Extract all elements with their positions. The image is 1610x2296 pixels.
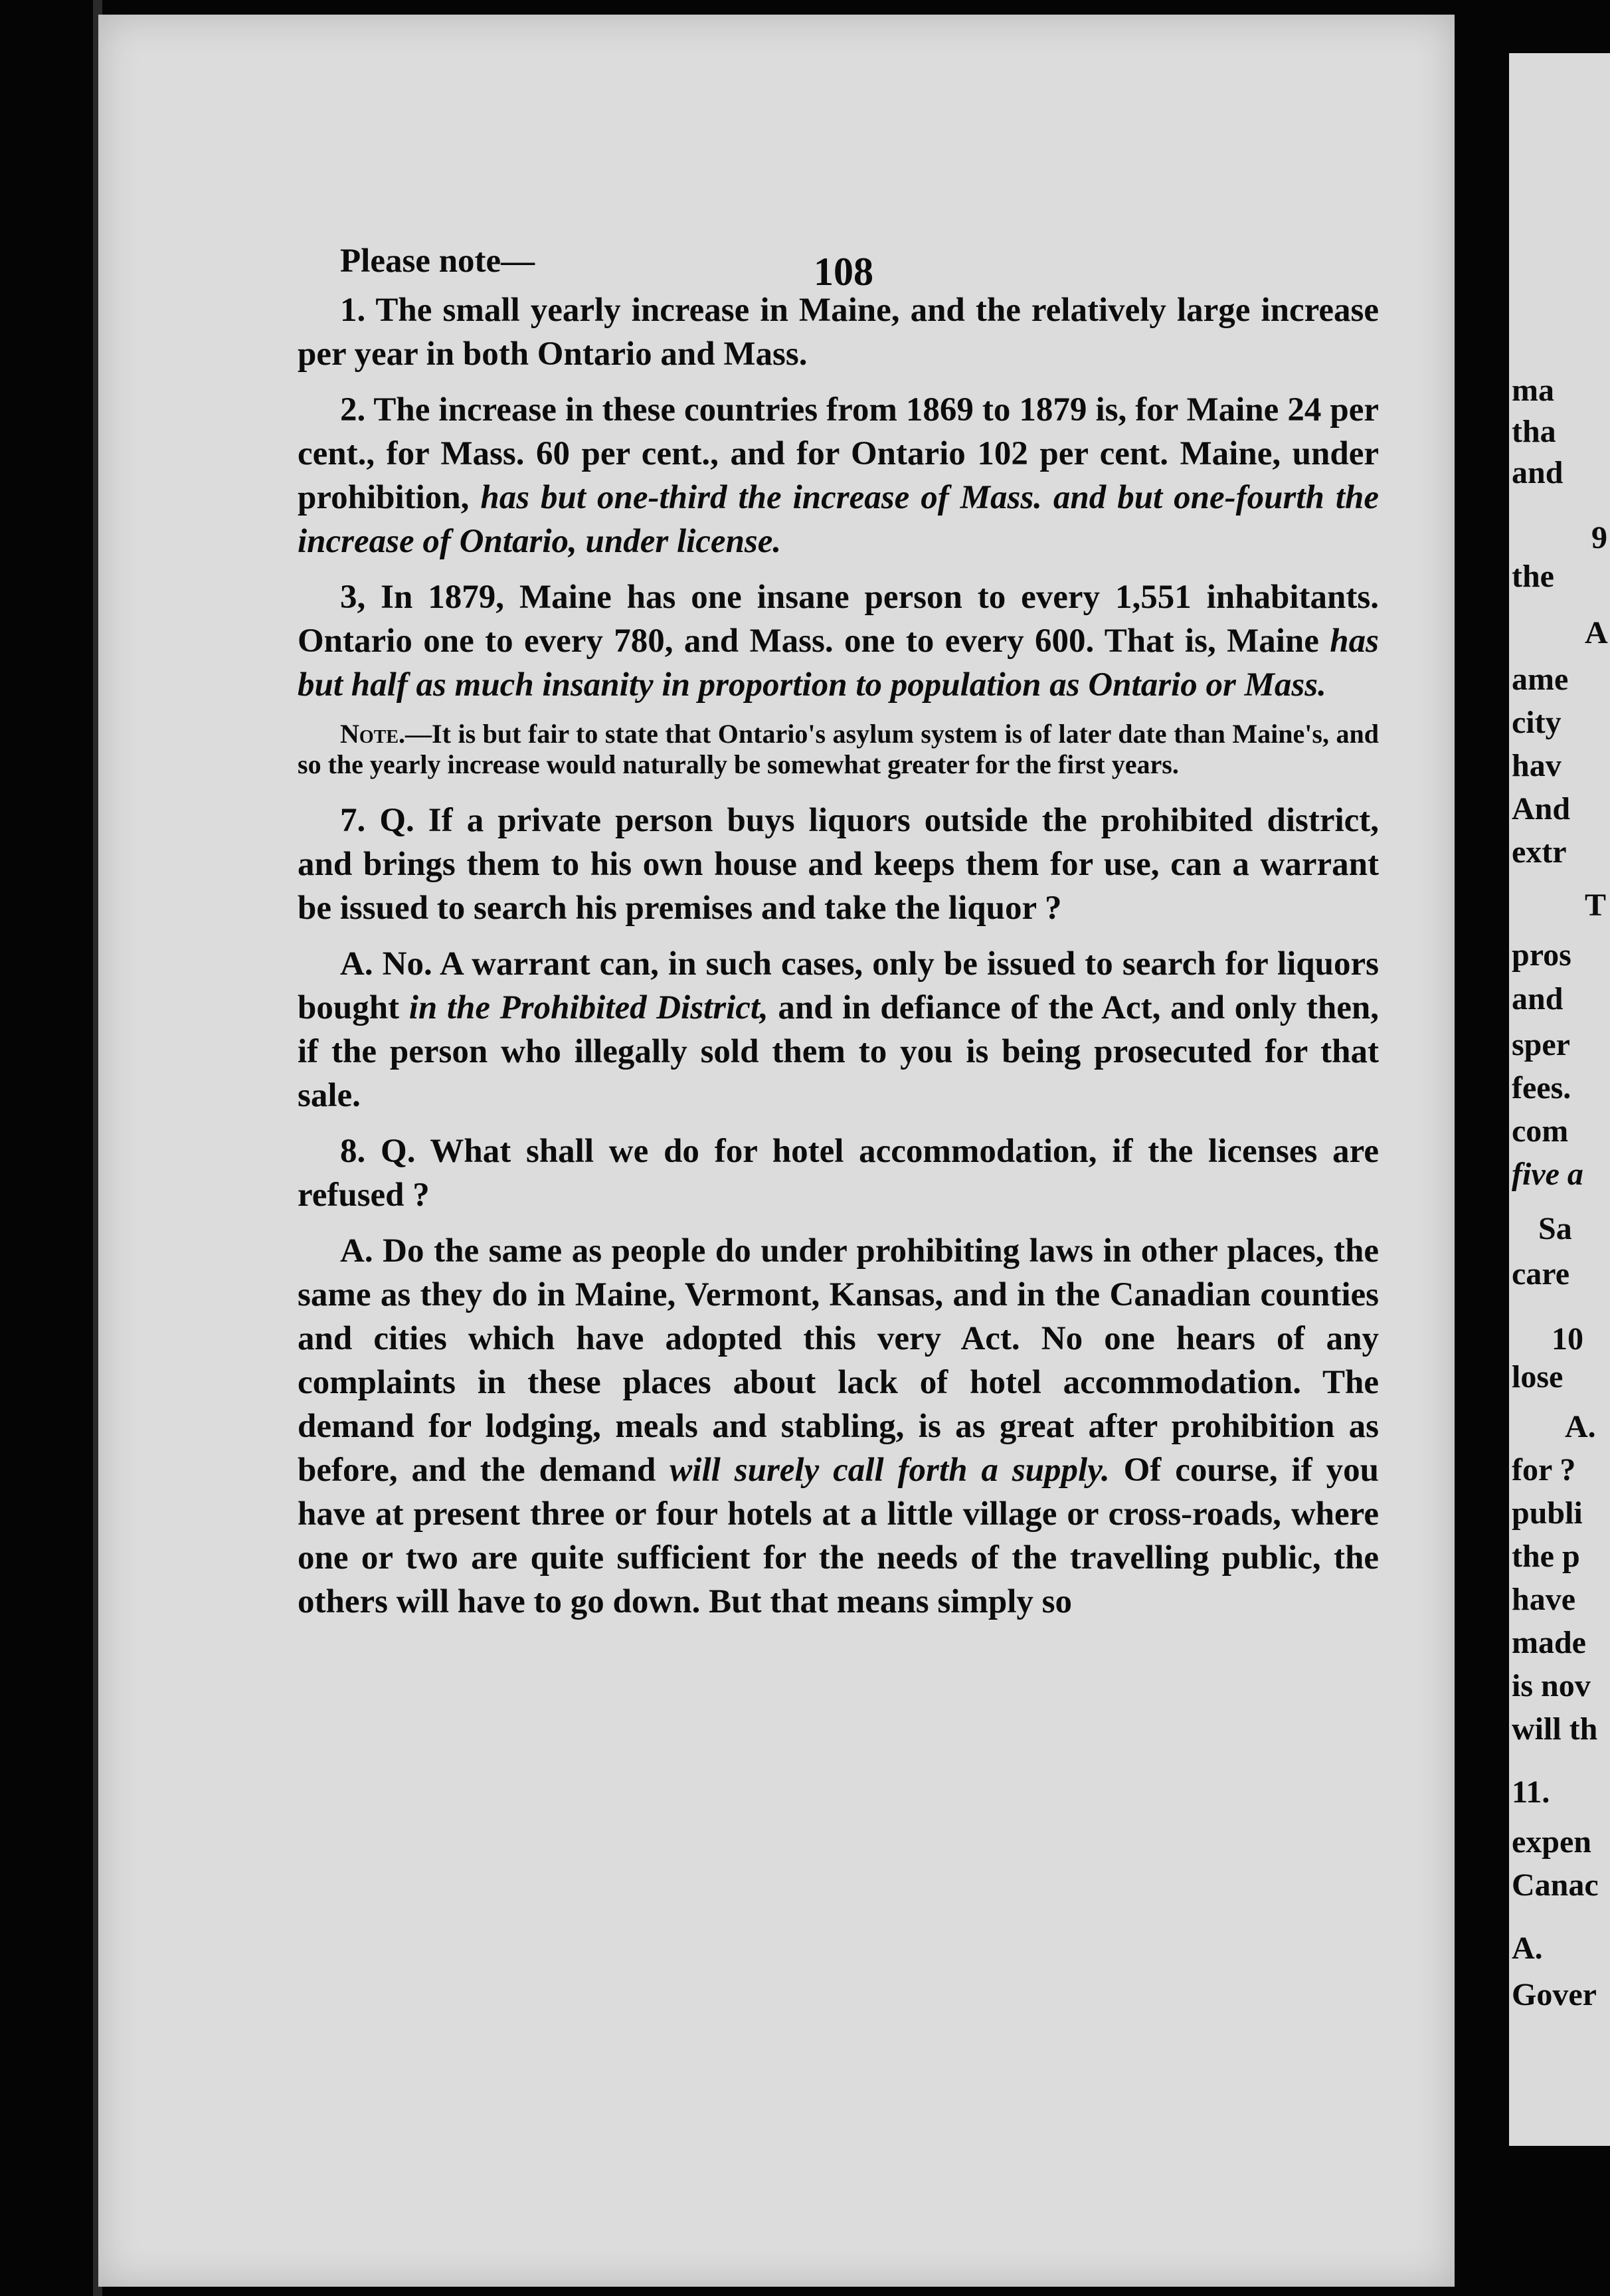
- answer-7-text-b: and in defiance of the Act, and only then, if the person who illegally sold them to you is being prosecuted for that sale.: [298, 989, 1380, 1114]
- adjacent-fragment: tha: [1512, 414, 1556, 449]
- answer-7: [298, 942, 1379, 1117]
- adjacent-fragment: Canac: [1512, 1867, 1599, 1903]
- adjacent-fragment: com: [1512, 1113, 1569, 1149]
- note-point-3: [298, 575, 1379, 707]
- adjacent-fragment: the: [1512, 559, 1554, 594]
- adjacent-fragment: care: [1512, 1256, 1570, 1292]
- adjacent-fragment: and: [1512, 455, 1564, 490]
- page-number: 108: [814, 250, 873, 294]
- adjacent-fragment: the p: [1512, 1539, 1580, 1574]
- adjacent-fragment: A.: [1512, 1931, 1543, 1966]
- adjacent-fragment: for ?: [1512, 1452, 1576, 1487]
- adjacent-fragment: And: [1512, 791, 1571, 826]
- answer-8: [298, 1229, 1379, 1624]
- adjacent-fragment: ame: [1512, 662, 1569, 697]
- footnote-label: Note.: [340, 719, 406, 749]
- please-note-heading: Please note—: [340, 242, 535, 280]
- adjacent-fragment: A: [1585, 615, 1608, 650]
- adjacent-fragment: and: [1512, 981, 1564, 1016]
- footnote-text: —It is but fair to state that Ontario's asylum system is of later date than Maine's, and so the yearly increase would naturally be somewhat greater for the first years.: [298, 719, 1379, 779]
- adjacent-fragment: 11.: [1512, 1774, 1550, 1810]
- note-point-2-italic: has but one-third the increase of Mass. and but one-fourth the increase of Ontario, under license.: [298, 479, 1379, 560]
- note-point-3-text: 3, In 1879, Maine has one insane person to every 1,551 inhabitants. Ontario one to every 780, and Mass. one to every 600. That is, Maine: [298, 579, 1379, 660]
- adjacent-fragment: is nov: [1512, 1668, 1591, 1703]
- adjacent-fragment: extr: [1512, 834, 1567, 870]
- adjacent-fragment: have: [1512, 1582, 1575, 1617]
- adjacent-fragment: five a: [1512, 1157, 1583, 1192]
- adjacent-fragment: city: [1512, 705, 1562, 740]
- adjacent-fragment: 9: [1591, 520, 1607, 555]
- adjacent-fragment: made: [1512, 1625, 1586, 1660]
- adjacent-fragment: lose: [1512, 1359, 1564, 1394]
- adjacent-fragment: pros: [1512, 937, 1571, 973]
- note-point-3-italic: has but half as much insanity in proportion to population as Ontario or Mass.: [298, 622, 1380, 704]
- question-8: 8. Q. What shall we do for hotel accommodation, if the licenses are refused ?: [298, 1133, 1379, 1214]
- adjacent-fragment: T: [1585, 888, 1607, 923]
- note-point-2-text: 2. The increase in these countries from 1869 to 1879 is, for Maine 24 per cent., for Mass. 60 per cent., and for Ontario 102 per cent. Maine, under prohibition,: [298, 391, 1379, 516]
- adjacent-fragment: A.: [1565, 1409, 1596, 1444]
- footnote: [298, 719, 1379, 780]
- adjacent-fragment: 10: [1552, 1321, 1583, 1357]
- adjacent-fragment: publi: [1512, 1495, 1583, 1531]
- answer-8-text-b: Of course, if you have at present three or four hotels at a little village or cross-roads, where one or two are quite sufficient for the needs of the travelling public, the others will have to go down. But that means simply so: [298, 1452, 1379, 1620]
- adjacent-fragment: expen: [1512, 1824, 1591, 1860]
- adjacent-fragment: sper: [1512, 1027, 1570, 1062]
- adjacent-fragment: hav: [1512, 748, 1562, 783]
- page-body: [298, 239, 1379, 1636]
- note-point-2: [298, 388, 1379, 563]
- adjacent-fragment: ma: [1512, 373, 1554, 408]
- adjacent-fragment: will th: [1512, 1711, 1598, 1747]
- adjacent-fragment: Sa: [1538, 1211, 1572, 1246]
- answer-8-text-a: A. Do the same as people do under prohibiting laws in other places, the same as they do in Maine, Vermont, Kansas, and in the Canadian counties and cities which have adopted this very Act. No one hears of any complaints in these places about lack of hotel accommodation. The demand for lodging, meals and stabling, is as great after prohibition as before, and the demand: [298, 1232, 1379, 1489]
- answer-7-text-a: A. No. A warrant can, in such cases, only be issued to search for liquors bought: [298, 945, 1379, 1026]
- note-point-1: 1. The small yearly increase in Maine, and the relatively large increase per year in both Ontario and Mass.: [298, 292, 1379, 373]
- adjacent-fragment: Gover: [1512, 1977, 1597, 2012]
- question-7: 7. Q. If a private person buys liquors outside the prohibited district, and brings them to his own house and keeps them for use, can a warrant be issued to search his premises and take the liquor ?: [298, 802, 1379, 927]
- answer-8-italic: will surely call forth a supply.: [670, 1452, 1110, 1489]
- answer-7-italic: in the Prohibited District,: [408, 989, 768, 1026]
- adjacent-fragment: fees.: [1512, 1070, 1571, 1105]
